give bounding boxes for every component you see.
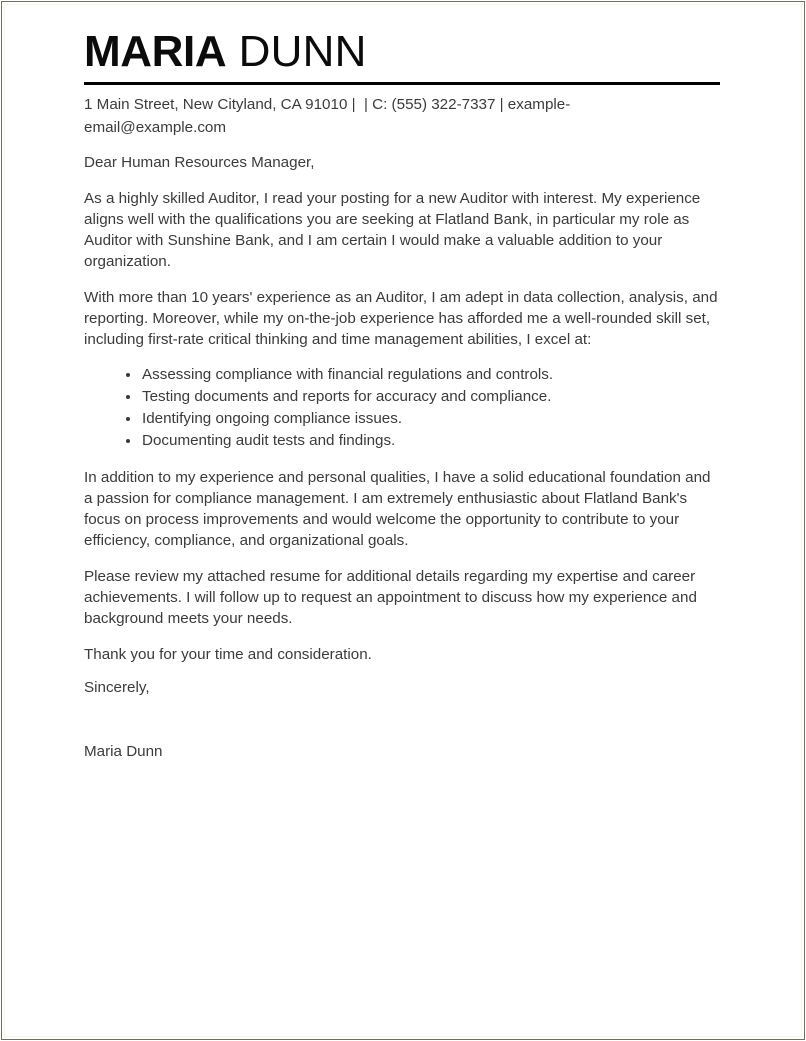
closing-sign-off: Sincerely,	[84, 679, 150, 697]
name-last: DUNN	[226, 27, 367, 76]
page-title	[84, 0, 720, 75]
bullet-icon	[126, 373, 130, 377]
list-item-label: Testing documents and reports for accuracy and compliance.	[142, 387, 552, 405]
body-paragraph-2: With more than 10 years' experience as an Auditor, I am adept in data collection, analysis, and reporting. Moreover, while my on-the-job experience has afforded me a well-rounded skill set, including first-rate critical thinking and time management abilities, I excel at:	[84, 288, 718, 348]
list-item	[126, 365, 720, 386]
signature-name: Maria Dunn	[84, 743, 163, 761]
letter-content	[84, 0, 720, 763]
salutation: Dear Human Resources Manager,	[84, 154, 315, 172]
body-paragraph-4: Please review my attached resume for additional details regarding my expertise and career achievements. I will follow up to request an appointment to discuss how my experience and background meets your needs.	[84, 567, 697, 627]
closing-thanks: Thank you for your time and consideration.	[84, 646, 372, 664]
body-paragraph-3: In addition to my experience and personal qualities, I have a solid educational foundation and a passion for compliance management. I am extremely enthusiastic about Flatland Bank's focus on process improvements and would welcome the opportunity to contribute to your efficiency, compliance, and organizational goals.	[84, 468, 711, 549]
name-first: MARIA	[84, 27, 227, 76]
list-item-label: Assessing compliance with financial regulations and controls.	[142, 365, 554, 383]
list-item	[126, 387, 720, 408]
bullet-icon	[126, 395, 130, 399]
skills-list	[84, 351, 720, 452]
list-item	[126, 431, 720, 452]
bullet-icon	[126, 417, 130, 421]
list-item-label: Documenting audit tests and findings.	[142, 431, 396, 449]
contact-info: 1 Main Street, New Cityland, CA 91010 | | C: (555) 322-7337 | example-email@example.com	[84, 95, 571, 136]
list-item-label: Identifying ongoing compliance issues.	[142, 409, 403, 427]
bullet-icon	[126, 439, 130, 443]
list-item	[126, 409, 720, 430]
body-paragraph-1: As a highly skilled Auditor, I read your posting for a new Auditor with interest. My experience aligns well with the qualifications you are seeking at Flatland Bank, in particular my role as Auditor with Sunshine Bank, and I am certain I would make a valuable addition to your organization.	[84, 190, 701, 270]
